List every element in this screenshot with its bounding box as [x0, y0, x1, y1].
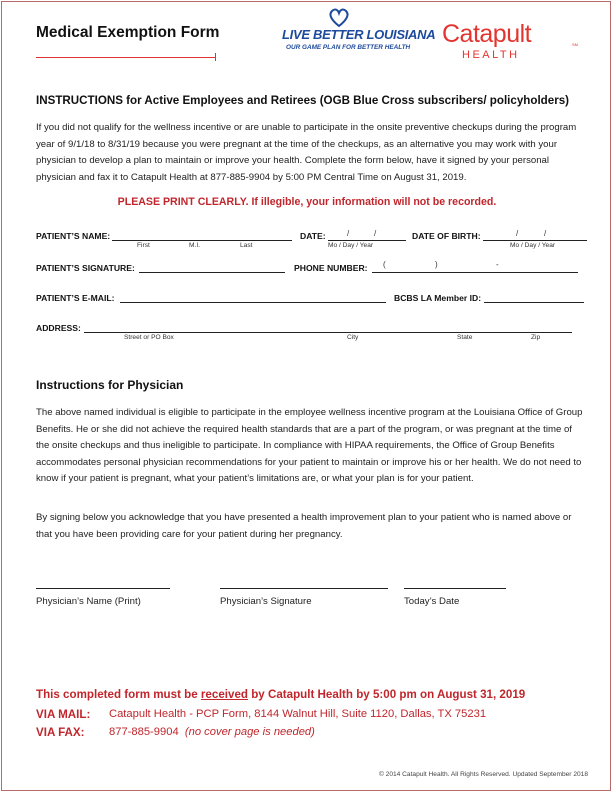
- catapult-logo-health: HEALTH: [462, 49, 520, 61]
- patient-name-label: PATIENT’S NAME:: [36, 231, 111, 241]
- physician-signature-field[interactable]: [220, 588, 388, 589]
- patient-email-field[interactable]: [120, 302, 386, 303]
- received-deadline-pre: This completed form must be: [36, 688, 201, 701]
- form-title: Medical Exemption Form: [36, 24, 220, 41]
- member-id-field[interactable]: [484, 302, 584, 303]
- lbl-logo-title: LIVE BETTER LOUISIANA: [282, 27, 436, 42]
- print-clearly-note: PLEASE PRINT CLEARLY. If illegible, your information will not be recorded.: [117, 196, 497, 208]
- date-label: DATE:: [300, 231, 326, 241]
- instructions-body: If you did not qualify for the wellness incentive or are unable to participate in the onsite preventive checkups during the program year of 9/1/18 to 8/31/19 because you were pregnant at the time of the checkups, as an alternative you may work with your physician to develop a plan to maintain or improve your health. Complete the form below, have it signed by your personal physician and fax it to Catapult Health at 877-885-9904 by 5:00 PM Central Time on August 31, 2019.: [36, 122, 577, 183]
- address-field[interactable]: [84, 332, 572, 333]
- patient-signature-field[interactable]: [139, 272, 285, 273]
- physician-signature-label: Physician’s Signature: [220, 596, 312, 607]
- date-slash-2: /: [374, 229, 377, 238]
- via-fax-label: VIA FAX:: [36, 726, 85, 739]
- form-page: [1, 1, 611, 791]
- phone-open-paren: (: [383, 260, 386, 269]
- instructions-heading: INSTRUCTIONS for Active Employees and Retirees (OGB Blue Cross subscribers/ policyholders): [36, 94, 570, 107]
- name-sub-mi: M.I.: [189, 242, 200, 249]
- patient-email-label: PATIENT’S E-MAIL:: [36, 293, 115, 303]
- patient-name-field[interactable]: [112, 240, 292, 241]
- addr-sub-state: State: [457, 334, 473, 341]
- dob-format-hint: Mo / Day / Year: [510, 242, 556, 249]
- title-underline-tick: [215, 53, 216, 61]
- received-deadline-post: by Catapult Health by 5:00 pm on August 31, 2019: [247, 688, 526, 701]
- received-deadline-emphasis: received: [200, 688, 248, 701]
- dob-slash-1: /: [516, 229, 519, 238]
- phone-close-paren: ): [435, 260, 438, 269]
- dob-slash-2: /: [544, 229, 547, 238]
- dob-label: DATE OF BIRTH:: [412, 231, 481, 241]
- date-format-hint: Mo / Day / Year: [328, 242, 374, 249]
- catapult-logo-word: Catapult: [442, 20, 532, 48]
- phone-number-field[interactable]: [372, 272, 578, 273]
- address-label: ADDRESS:: [36, 323, 81, 333]
- phone-number-label: PHONE NUMBER:: [294, 263, 368, 273]
- physician-name-label: Physician’s Name (Print): [36, 596, 141, 607]
- catapult-health-logo: [442, 20, 602, 70]
- via-fax-value: [109, 726, 315, 738]
- name-sub-first: First: [137, 242, 150, 249]
- patient-signature-label: PATIENT’S SIGNATURE:: [36, 263, 135, 273]
- dob-field[interactable]: [483, 240, 587, 241]
- via-fax-number: 877-885-9904: [109, 726, 179, 738]
- date-slash-1: /: [347, 229, 350, 238]
- title-underline: [36, 57, 216, 58]
- today-date-label: Today’s Date: [404, 596, 460, 607]
- phone-dash: -: [496, 260, 499, 269]
- heart-icon: [328, 8, 350, 28]
- addr-sub-street: Street or PO Box: [124, 334, 174, 341]
- today-date-field[interactable]: [404, 588, 506, 589]
- live-better-louisiana-logo: [272, 10, 436, 60]
- lbl-logo-tagline: OUR GAME PLAN FOR BETTER HEALTH: [286, 44, 411, 51]
- via-mail-address: Catapult Health - PCP Form, 8144 Walnut Hill, Suite 1120, Dallas, TX 75231: [109, 708, 487, 720]
- physician-instructions-heading: Instructions for Physician: [36, 378, 184, 392]
- member-id-label: BCBS LA Member ID:: [394, 293, 482, 303]
- received-deadline: [36, 688, 525, 701]
- name-sub-last: Last: [240, 242, 253, 249]
- catapult-logo-sm: SM: [572, 42, 578, 47]
- date-field[interactable]: [328, 240, 406, 241]
- addr-sub-zip: Zip: [531, 334, 541, 341]
- physician-name-field[interactable]: [36, 588, 170, 589]
- copyright-notice: © 2014 Catapult Health. All Rights Reserved. Updated September 2018: [378, 771, 588, 778]
- physician-instructions-body: The above named individual is eligible to participate in the employee wellness incentive program at the Louisiana Office of Group Benefits. He or she did not achieve the required health standards that are a part of the program, or was pregnant at the time of the onsite checkups and thus ineligible to participate. In compliance with HIPAA requirements, the Office of Group Benefits accommodates personal physician recommendations for your patient to maintain or improve his or her health. We do not need to know if your patient is pregnant, what your patient’s limitations are, or what your plan is for your patient.: [36, 407, 583, 484]
- addr-sub-city: City: [347, 334, 359, 341]
- via-fax-note: (no cover page is needed): [184, 726, 315, 738]
- physician-acknowledgment: By signing below you acknowledge that you have presented a health improvement plan to your patient who is named above or that you have been providing care for your patient during her pregnancy.: [36, 512, 572, 540]
- via-mail-label: VIA MAIL:: [36, 708, 91, 721]
